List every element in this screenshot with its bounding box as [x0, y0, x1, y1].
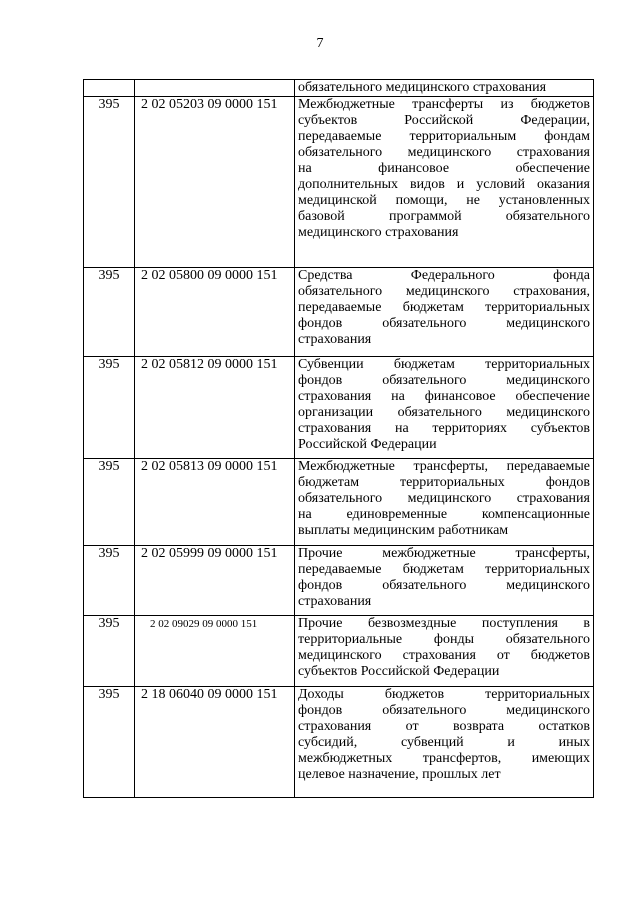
- name-cell: [295, 268, 594, 357]
- name-line: бюджетам территориальных фондов: [298, 475, 590, 490]
- page-number: 7: [316, 36, 324, 51]
- budget-code-cell: 2 02 09029 09 0000 151: [135, 616, 295, 687]
- name-line: страхования: [298, 332, 372, 347]
- name-line: медицинской помощи, не установленных: [298, 193, 590, 208]
- name-line: организации обязательного медицинского: [298, 405, 590, 420]
- table-row: [84, 687, 594, 798]
- budget-code-cell: 2 02 05203 09 0000 151: [135, 97, 295, 268]
- admin-code-cell: 395: [84, 546, 135, 616]
- name-line: Средства Федерального фонда: [298, 268, 590, 283]
- name-line: Российской Федерации: [298, 437, 437, 452]
- name-line: обязательного медицинского страхования: [298, 80, 547, 95]
- name-line: Доходы бюджетов территориальных: [298, 687, 590, 702]
- name-cell: [295, 687, 594, 798]
- table-row: [84, 97, 594, 268]
- name-cell: [295, 80, 594, 97]
- name-cell: [295, 459, 594, 546]
- name-line: субъектов Российской Федерации: [298, 664, 500, 679]
- name-line: фондов обязательного медицинского: [298, 373, 590, 388]
- name-line: субъектов Российской Федерации,: [298, 113, 590, 128]
- name-line: субсидий, субвенций и иных: [298, 735, 590, 750]
- name-cell: [295, 97, 594, 268]
- admin-code-cell: 395: [84, 357, 135, 459]
- name-line: передаваемые территориальным фондам: [298, 129, 590, 144]
- name-line: межбюджетных трансфертов, имеющих: [298, 751, 590, 766]
- name-line: выплаты медицинским работникам: [298, 523, 509, 538]
- table-row: [84, 268, 594, 357]
- table-row: [84, 546, 594, 616]
- name-line: базовой программой обязательного: [298, 209, 590, 224]
- name-line: дополнительных видов и условий оказания: [298, 177, 590, 192]
- admin-code-cell: 395: [84, 459, 135, 546]
- name-line: медицинского страхования от бюджетов: [298, 648, 590, 663]
- name-line: фондов обязательного медицинского: [298, 316, 590, 331]
- budget-code-cell: 2 18 06040 09 0000 151: [135, 687, 295, 798]
- budget-code-cell: [135, 80, 295, 97]
- name-line: страхования на финансовое обеспечение: [298, 389, 590, 404]
- name-line: фондов обязательного медицинского: [298, 703, 590, 718]
- budget-code-cell: 2 02 05800 09 0000 151: [135, 268, 295, 357]
- name-line: целевое назначение, прошлых лет: [298, 767, 501, 782]
- name-line: Прочие безвозмездные поступления в: [298, 616, 590, 631]
- name-line: на единовременные компенсационные: [298, 507, 590, 522]
- name-line: на финансовое обеспечение: [298, 161, 590, 176]
- name-line: страхования: [298, 594, 372, 609]
- name-line: медицинского страхования: [298, 225, 459, 240]
- name-line: обязательного медицинского страхования,: [298, 284, 590, 299]
- name-cell: [295, 546, 594, 616]
- name-line: Субвенции бюджетам территориальных: [298, 357, 590, 372]
- name-line: страхования от возврата остатков: [298, 719, 590, 734]
- admin-code-cell: 395: [84, 97, 135, 268]
- name-line: обязательного медицинского страхования: [298, 491, 590, 506]
- name-cell: [295, 357, 594, 459]
- budget-code-cell: 2 02 05813 09 0000 151: [135, 459, 295, 546]
- budget-code-cell: 2 02 05999 09 0000 151: [135, 546, 295, 616]
- table-row: [84, 357, 594, 459]
- budget-classification-table: [83, 79, 594, 798]
- table-row: [84, 459, 594, 546]
- admin-code-cell: 395: [84, 616, 135, 687]
- name-line: Межбюджетные трансферты из бюджетов: [298, 97, 590, 112]
- admin-code-cell: [84, 80, 135, 97]
- name-line: передаваемые бюджетам территориальных: [298, 562, 590, 577]
- admin-code-cell: 395: [84, 687, 135, 798]
- name-line: передаваемые бюджетам территориальных: [298, 300, 590, 315]
- table-row-continuation: [84, 80, 594, 97]
- name-line: Межбюджетные трансферты, передаваемые: [298, 459, 590, 474]
- name-line: территориальные фонды обязательного: [298, 632, 590, 647]
- name-line: страхования на территориях субъектов: [298, 421, 590, 436]
- table-row: [84, 616, 594, 687]
- admin-code-cell: 395: [84, 268, 135, 357]
- budget-code-cell: 2 02 05812 09 0000 151: [135, 357, 295, 459]
- name-line: обязательного медицинского страхования: [298, 145, 590, 160]
- name-cell: [295, 616, 594, 687]
- name-line: Прочие межбюджетные трансферты,: [298, 546, 590, 561]
- name-line: фондов обязательного медицинского: [298, 578, 590, 593]
